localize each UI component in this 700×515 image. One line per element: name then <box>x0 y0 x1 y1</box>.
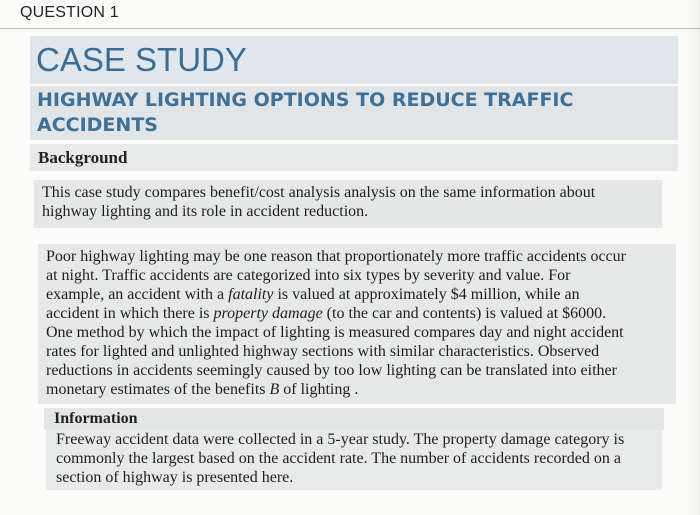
bg-line-4 <box>46 304 670 323</box>
main-title <box>30 86 678 140</box>
bg-line-3-c: is valued at approximately $4 million, while an <box>273 286 580 303</box>
info-line-3: section of highway is presented here. <box>56 469 294 486</box>
bg-line-4-c: (to the car and contents) is valued at $6000. <box>322 305 607 322</box>
info-line-1: Freeway accident data were collected in a 5-year study. The property damage category is <box>56 431 625 448</box>
bg-line-8 <box>46 380 670 399</box>
background-paragraph <box>38 244 676 404</box>
bg-line-6: rates for lighted and unlighted highway sections with similar characteristics. Observed <box>46 343 600 360</box>
question-label: QUESTION 1 <box>20 4 119 21</box>
property-damage-term: property damage <box>213 305 323 322</box>
bg-line-1: Poor highway lighting may be one reason that proportionately more traffic accidents occur <box>46 248 626 265</box>
bg-line-7: reductions in accidents seemingly caused by too low lighting can be translated into either <box>46 362 617 379</box>
divider <box>0 28 700 29</box>
intro-paragraph <box>34 180 662 228</box>
bg-line-8-c: of lighting . <box>279 381 359 398</box>
info-line-2: commonly the largest based on the accident rate. The number of accidents recorded on a <box>56 450 621 467</box>
main-title-line-2: ACCIDENTS <box>37 114 158 136</box>
bg-line-2: at night. Traffic accidents are categorized into six types by severity and value. For <box>46 267 571 284</box>
intro-line-1: This case study compares benefit/cost analysis analysis on the same information about <box>42 184 596 201</box>
bg-line-5: One method by which the impact of lighting is measured compares day and night accident <box>46 324 624 341</box>
fatality-term: fatality <box>228 286 274 303</box>
bg-line-4-a: accident in which there is <box>46 305 214 322</box>
edge-shadow <box>688 0 700 515</box>
main-title-line-1: HIGHWAY LIGHTING OPTIONS TO REDUCE TRAFFIC <box>37 89 574 111</box>
intro-line-2: highway lighting and its role in accident reduction. <box>42 203 369 220</box>
case-study-title: CASE STUDY <box>30 36 678 84</box>
background-heading: Background <box>30 144 678 171</box>
information-heading: Information <box>44 408 664 430</box>
benefits-symbol: B <box>269 381 280 398</box>
bg-line-3 <box>46 285 670 304</box>
bg-line-8-a: monetary estimates of the benefits <box>46 381 270 398</box>
information-paragraph <box>46 430 662 490</box>
bg-line-3-a: example, an accident with a <box>46 286 229 303</box>
